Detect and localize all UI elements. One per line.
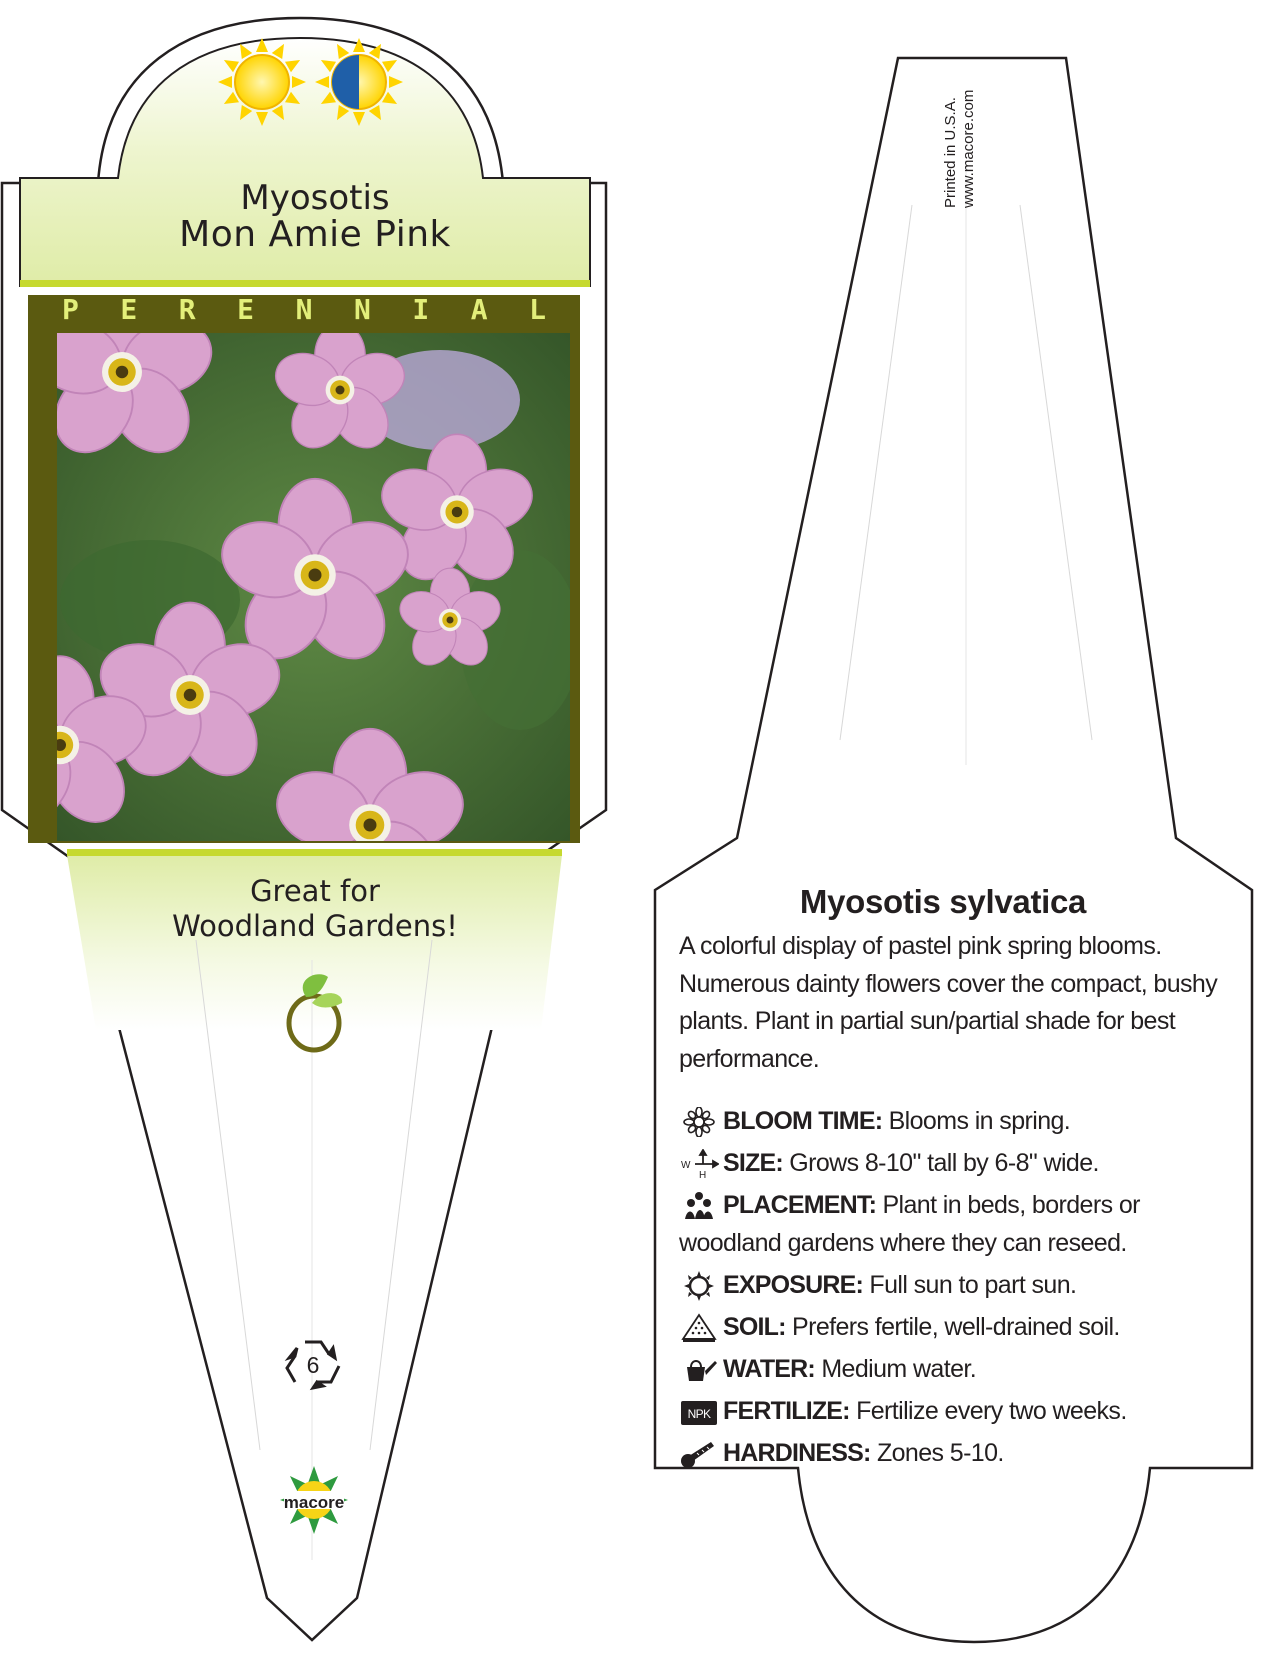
thermometer-icon — [679, 1439, 719, 1469]
size-icon — [679, 1149, 719, 1179]
flower-icon — [679, 1107, 719, 1137]
spec-water — [679, 1351, 1224, 1389]
spec-placement — [679, 1187, 1224, 1262]
plant-photo — [0, 280, 580, 925]
spec-bloom-time — [679, 1103, 1224, 1141]
svg-text:NPK: NPK — [687, 1407, 711, 1422]
spec-label: SOIL: — [723, 1313, 786, 1341]
category-letter: L — [529, 293, 546, 326]
recycle-number: 6 — [306, 1352, 320, 1378]
genus-name: Myosotis — [240, 178, 390, 218]
brand-name: macore — [283, 1493, 345, 1512]
spec-exposure — [679, 1267, 1224, 1305]
category-letter: I — [412, 293, 430, 326]
category-letter: E — [237, 293, 255, 326]
tagline-line1: Great for — [250, 874, 380, 908]
spec-text: Zones 5-10. — [876, 1439, 1004, 1467]
spec-text: Fertilize every two weeks. — [856, 1397, 1127, 1425]
print-note — [942, 90, 978, 208]
category-letter: E — [120, 293, 138, 326]
spec-label: EXPOSURE: — [723, 1271, 864, 1299]
spec-fertilize — [679, 1393, 1224, 1431]
print-origin: Printed in U.S.A. — [942, 97, 959, 208]
category-label — [28, 293, 580, 326]
spec-label: WATER: — [723, 1355, 815, 1383]
spec-label: BLOOM TIME: — [723, 1107, 883, 1135]
sun-icon — [679, 1271, 719, 1301]
npk-icon — [679, 1397, 719, 1427]
svg-text:H: H — [699, 1170, 706, 1180]
category-letter: R — [178, 293, 196, 326]
spec-text: Blooms in spring. — [888, 1107, 1071, 1135]
spec-soil — [679, 1309, 1224, 1347]
category-letter: P — [62, 293, 79, 326]
category-letter: N — [295, 293, 313, 326]
spec-label: SIZE: — [723, 1149, 783, 1177]
spec-hardiness — [679, 1435, 1224, 1473]
spec-label: PLACEMENT: — [723, 1191, 877, 1219]
spec-text: Medium water. — [821, 1355, 977, 1383]
print-website: www.macore.com — [960, 89, 977, 208]
spec-text: Prefers fertile, well-drained soil. — [792, 1313, 1120, 1341]
cultivar-name: Mon Amie Pink — [179, 214, 451, 255]
spec-label: HARDINESS: — [723, 1439, 871, 1467]
plant-description: A colorful display of pastel pink spring blooms. Numerous dainty flowers cover the compact, bushy plants. Plant in partial sun/partial shade for best performance. — [679, 932, 1218, 1073]
spec-label: FERTILIZE: — [723, 1397, 850, 1425]
spec-text: Plant in beds, borders or woodland gardens where they can reseed. — [679, 1191, 1140, 1257]
botanical-name: Myosotis sylvatica — [799, 883, 1087, 920]
tagline-line2: Woodland Gardens! — [172, 909, 458, 943]
placement-icon — [679, 1191, 719, 1221]
spec-text: Grows 8-10" tall by 6-8" wide. — [789, 1149, 1099, 1177]
spec-text: Full sun to part sun. — [869, 1271, 1077, 1299]
category-letter: A — [470, 293, 488, 326]
watering-can-icon — [679, 1355, 719, 1385]
soil-icon — [679, 1313, 719, 1343]
spec-size — [679, 1145, 1224, 1183]
category-letter: N — [353, 293, 371, 326]
svg-text:W: W — [681, 1160, 690, 1172]
